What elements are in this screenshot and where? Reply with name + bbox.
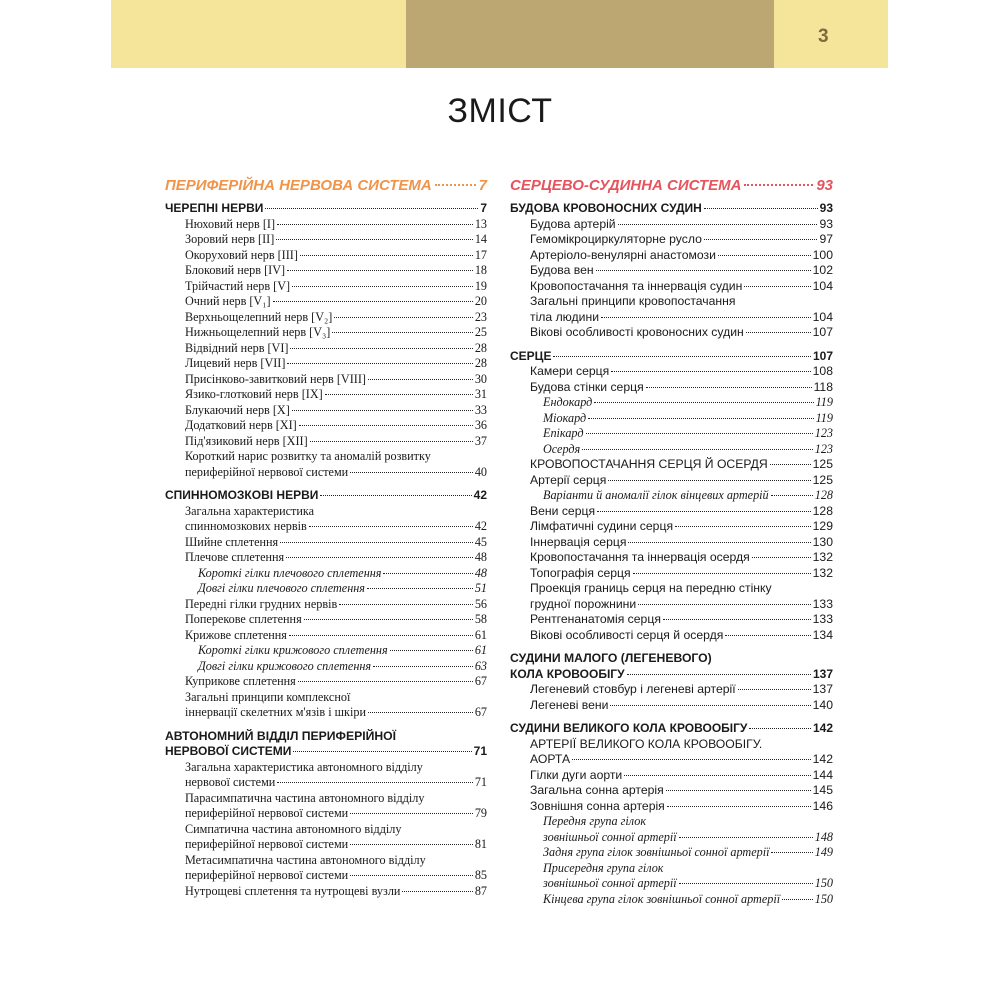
toc-entry-line-last: АОРТА 142 [530, 752, 833, 766]
toc-entry[interactable]: Рентгенанатомія серця 133 [530, 612, 833, 626]
toc-entry[interactable]: Топографія серця 132 [530, 565, 833, 580]
toc-entry[interactable]: Куприкове сплетення 67 [185, 674, 487, 688]
toc-section-cardiovascular[interactable]: СЕРЦЕВО-СУДИННА СИСТЕМА 93 [510, 177, 833, 194]
toc-entry-complex-innervation[interactable] [165, 690, 487, 721]
toc-subentry[interactable]: Короткі гілки плечового сплетення 48 [198, 565, 487, 580]
toc-chapter-line: СУДИНИ МАЛОГО (ЛЕГЕНЕВОГО) [510, 651, 712, 665]
toc-entry[interactable]: Кровопостачання та іннервація осердя 132 [530, 550, 833, 564]
toc-entry-heart-projection[interactable] [510, 581, 833, 612]
toc-entry[interactable]: Будова артерій 93 [530, 216, 833, 231]
toc-entry[interactable]: Артеріоло-венулярні анастомози 100 [530, 247, 833, 262]
toc-subentry-medial-group[interactable] [510, 861, 833, 892]
toc-entry[interactable]: Крижове сплетення 61 [185, 627, 487, 642]
toc-entry-line-last: периферійної нервової системи 79 [185, 806, 487, 820]
toc-entry[interactable]: Артерії серця 125 [530, 472, 833, 487]
toc-entry[interactable]: Присінково-завитковий нерв [VIII] 30 [185, 371, 487, 386]
toc-entry[interactable]: Блоковий нерв [IV] 18 [185, 263, 487, 277]
header-band-middle [406, 0, 774, 68]
toc-subentry[interactable]: Довгі гілки плечового сплетення 51 [198, 581, 487, 595]
toc-entry[interactable]: Язико-глотковий нерв [IX] 31 [185, 387, 487, 401]
toc-entry[interactable]: Очний нерв [V₁] 20 [185, 294, 487, 308]
toc-subentry[interactable]: Міокард 119 [543, 410, 833, 425]
page-title: ЗМІСТ [447, 92, 553, 130]
toc-entry[interactable]: Гілки дуги аорти 144 [530, 767, 833, 782]
toc-entry-line-last: периферійної нервової системи 85 [185, 868, 487, 882]
page-number: 3 [818, 26, 829, 47]
toc-subentry-line: Передня група гілок [543, 814, 647, 828]
toc-entry-line: Короткий нарис розвитку та аномалій розвитку [185, 449, 431, 463]
toc-entry[interactable]: Легеневі вени 140 [530, 697, 833, 712]
toc-entry-line-last: периферійної нервової системи 81 [185, 837, 487, 851]
toc-subentry-line: Присередня група гілок [543, 860, 664, 875]
toc-entry[interactable]: Нутрощеві сплетення та нутрощеві вузли 87 [185, 883, 487, 898]
header-band-right [774, 0, 888, 68]
toc-entry[interactable]: Відвідний нерв [VI] 28 [185, 340, 487, 355]
toc-entry[interactable]: Шийне сплетення 45 [185, 534, 487, 549]
toc-entry-line: АРТЕРІЇ ВЕЛИКОГО КОЛА КРОВООБІГУ. [530, 736, 763, 751]
toc-entry[interactable]: Загальна сонна артерія 145 [530, 783, 833, 797]
toc-entry-line-last: грудної порожнини 133 [530, 596, 833, 611]
toc-entry[interactable] [165, 853, 487, 884]
toc-entry-line-last: спинномозкових нервів 42 [185, 519, 487, 533]
toc-chapter-autonomic[interactable] [165, 729, 487, 760]
toc-entry[interactable]: Трійчастий нерв [V] 19 [185, 278, 487, 293]
toc-entry[interactable]: Зоровий нерв [II] 14 [185, 232, 487, 246]
toc-chapter-line-last: НЕРВОВОЇ СИСТЕМИ 71 [165, 744, 487, 758]
toc-subentry[interactable]: Короткі гілки крижового сплетення 61 [198, 643, 487, 657]
toc-right-column [510, 175, 833, 907]
toc-entry-line: Проекція границь серця на передню стінку [530, 581, 772, 595]
toc-subentry[interactable]: Осердя 123 [543, 441, 833, 456]
toc-section-peripheral[interactable]: ПЕРИФЕРІЙНА НЕРВОВА СИСТЕМА 7 [165, 177, 487, 194]
header-band-left [111, 0, 406, 68]
toc-entry[interactable] [165, 822, 487, 853]
toc-entry[interactable]: Передні гілки грудних нервів 56 [185, 596, 487, 611]
toc-subentry[interactable]: Довгі гілки крижового сплетення 63 [198, 658, 487, 673]
toc-entry[interactable]: Окоруховий нерв [III] 17 [185, 247, 487, 262]
toc-entry[interactable]: Будова вен 102 [530, 263, 833, 277]
toc-chapter-line: АВТОНОМНИЙ ВІДДІЛ ПЕРИФЕРІЙНОЇ [165, 728, 397, 743]
toc-entry[interactable]: Вікові особливості серця й осердя 134 [530, 627, 833, 642]
toc-entry[interactable]: Вени серця 128 [530, 503, 833, 518]
toc-entry-line: Парасимпатична частина автономного відділу [185, 790, 425, 805]
toc-entry[interactable]: Іннервація серця 130 [530, 534, 833, 549]
toc-chapter-heart[interactable]: СЕРЦЕ 107 [510, 348, 833, 363]
toc-subentry-line-last: зовнішньої сонної артерії 150 [543, 876, 833, 890]
toc-left-column [165, 175, 487, 899]
toc-entry[interactable]: Додатковий нерв [XI] 36 [185, 418, 487, 432]
toc-entry[interactable] [165, 760, 487, 791]
toc-entry-line: Загальні принципи комплексної [185, 689, 351, 704]
toc-subentry[interactable]: Задня група гілок зовнішньої сонної артерії 149 [543, 845, 833, 859]
toc-list-cranial [165, 217, 487, 450]
toc-entry-line-last: нервової системи 71 [185, 775, 487, 789]
toc-entry-line-last: тіла людини 104 [530, 309, 833, 324]
toc-subentry-line-last: зовнішньої сонної артерії 148 [543, 829, 833, 844]
toc-entry[interactable]: Кровопостачання та іннервація судин 104 [530, 278, 833, 293]
toc-entry-line-last: іннервації скелетних м'язів і шкіри 67 [185, 705, 487, 719]
toc-entry[interactable]: Гемомікроциркуляторне русло 97 [530, 232, 833, 246]
toc-entry-line: Загальна характеристика [185, 503, 315, 518]
toc-entry[interactable]: Лімфатичні судини серця 129 [530, 519, 833, 533]
toc-subentry[interactable]: Епікард 123 [543, 426, 833, 440]
toc-entry[interactable]: Лицевий нерв [VII] 28 [185, 356, 487, 370]
toc-entry[interactable]: Плечове сплетення 48 [185, 550, 487, 564]
toc-entry-development[interactable] [165, 449, 487, 480]
toc-entry-line: Загальна характеристика автономного відділу [185, 759, 423, 774]
toc-entry[interactable]: Вікові особливості кровоносних судин 107 [530, 325, 833, 339]
toc-entry-line: Метасимпатична частина автономного відділу [185, 852, 426, 867]
toc-entry[interactable] [165, 791, 487, 822]
toc-subentry-front-group[interactable] [510, 814, 833, 845]
toc-subentry[interactable]: Варіанти й аномалії гілок вінцевих артерій 128 [543, 488, 833, 502]
toc-entry-spinal-general[interactable] [165, 504, 487, 535]
toc-entry[interactable]: Нюховий нерв [I] 13 [185, 216, 487, 231]
toc-entry[interactable]: Нижньощелепний нерв [V₃] 25 [185, 325, 487, 339]
toc-chapter-spinal[interactable]: СПИННОМОЗКОВІ НЕРВИ 42 [165, 488, 487, 502]
toc-chapter-pulmonary-circulation[interactable] [510, 651, 833, 682]
toc-chapter-vessels[interactable]: БУДОВА КРОВОНОСНИХ СУДИН 93 [510, 201, 833, 215]
toc-entry[interactable]: Під'язиковий нерв [XII] 37 [185, 433, 487, 448]
toc-entry-line-last: периферійної нервової системи 40 [185, 464, 487, 479]
toc-subentry[interactable]: Ендокард 119 [543, 395, 833, 409]
toc-entry-heart-blood-supply[interactable]: КРОВОПОСТАЧАННЯ СЕРЦЯ Й ОСЕРДЯ 125 [530, 457, 833, 471]
toc-entry[interactable]: Камери серця 108 [530, 364, 833, 378]
toc-entry-aorta[interactable] [510, 737, 833, 768]
toc-entry[interactable]: Блукаючий нерв [X] 33 [185, 402, 487, 417]
toc-entry[interactable]: Поперекове сплетення 58 [185, 612, 487, 626]
toc-entry[interactable]: Зовнішня сонна артерія 146 [530, 798, 833, 813]
toc-chapter-cranial[interactable]: ЧЕРЕПНІ НЕРВИ 7 [165, 201, 487, 215]
toc-subentry[interactable]: Кінцева група гілок зовнішньої сонної артерії 150 [543, 891, 833, 906]
toc-entry[interactable]: Легеневий стовбур і легеневі артерії 137 [530, 682, 833, 696]
toc-entry[interactable]: Будова стінки серця 118 [530, 379, 833, 394]
toc-entry[interactable]: Верхньощелепний нерв [V₂] 23 [185, 309, 487, 324]
toc-chapter-line-last: КОЛА КРОВООБІГУ 137 [510, 666, 833, 681]
toc-entry-line: Загальні принципи кровопостачання [530, 294, 736, 308]
toc-entry-blood-supply-principles[interactable] [510, 294, 833, 325]
toc-entry-line: Симпатична частина автономного відділу [185, 821, 402, 836]
toc-chapter-systemic-circulation[interactable]: СУДИНИ ВЕЛИКОГО КОЛА КРОВООБІГУ 142 [510, 721, 833, 735]
